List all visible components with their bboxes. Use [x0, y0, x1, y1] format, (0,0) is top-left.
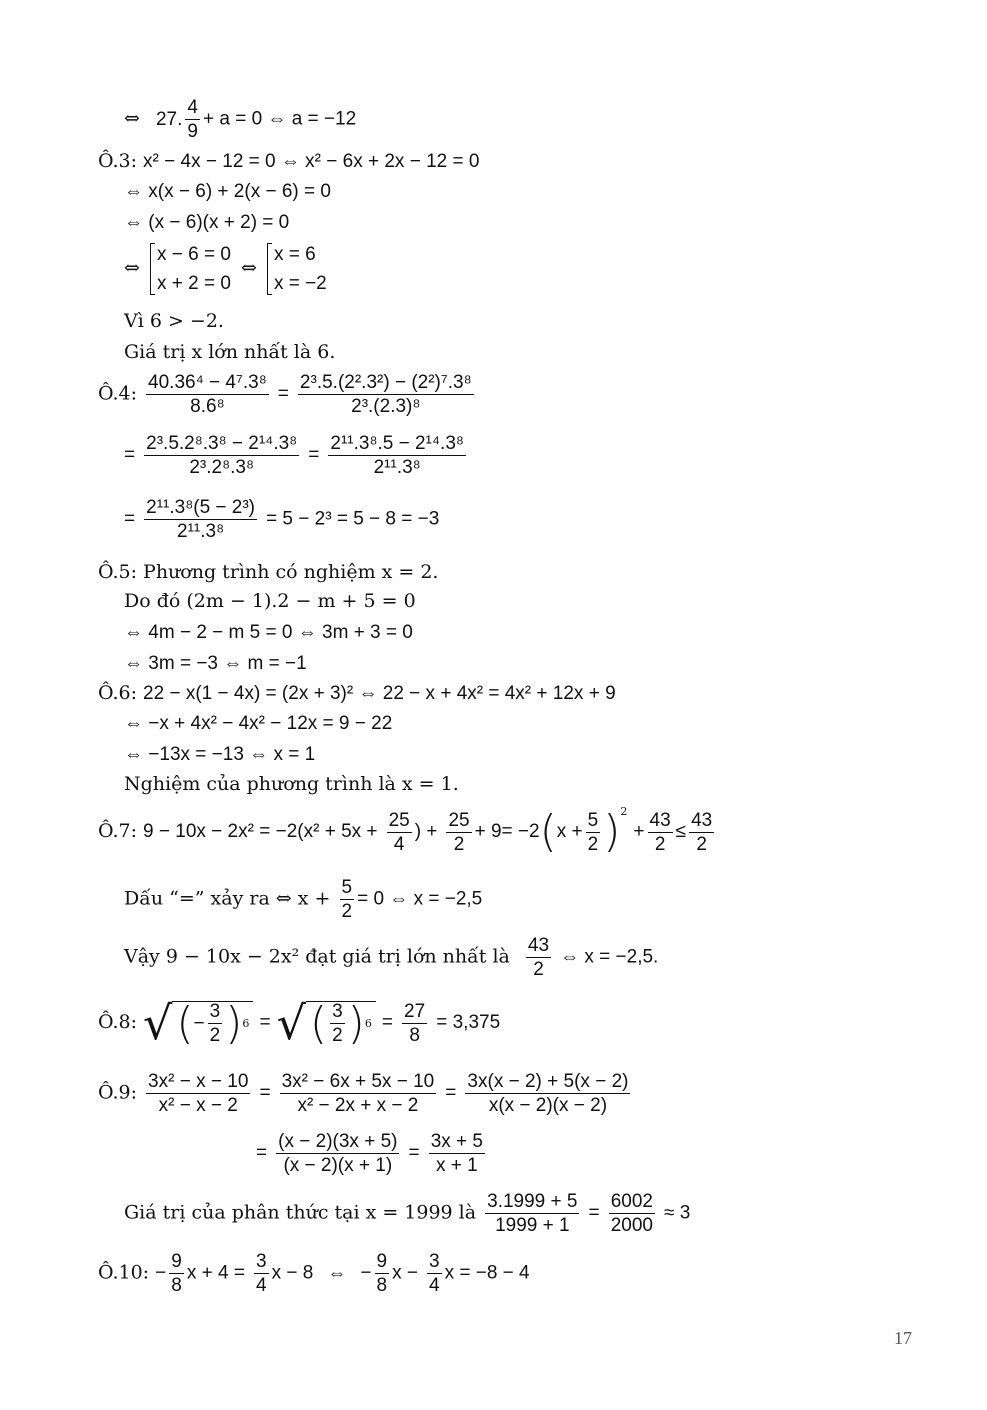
o3-label: Ô.3: [98, 150, 137, 172]
fraction: $\frac{4}{9}$ [187, 97, 198, 142]
system-bracket: x = 6 x = −2 [267, 243, 327, 295]
o6-line4: Nghiệm của phương trình là x = 1. [124, 773, 459, 795]
o3-line2: ⇔ x(x − 6) + 2(x − 6) = 0 [124, 181, 331, 202]
o5-label: Ô.5: [98, 561, 137, 583]
o9-label: Ô.9: [98, 1081, 137, 1104]
o9-line1: Ô.9: $\frac{\text{3x² − x − 10}}{\text{x² − x − 2}}$ = $\frac{\text{3x² − 6x + 5x − 10}}{\text{x² − 2x + x − 2}}$ = $\frac{3x(x - 2) + 5(x - 2)}{x(x - 2)(x - 2)}$ [98, 1071, 629, 1116]
page-number: 17 [894, 1328, 912, 1348]
sqrt: √ ( − $\frac{3}{2}$ ) 6 [143, 1000, 253, 1046]
o5-line2: Do đó (2m − 1).2 − m + 5 = 0 [124, 590, 416, 612]
o9-line2: = $\frac{(x - 2)(3x + 5)}{(x - 2)(x + 1)}$ = $\frac{3x + 5}{x + 1}$ [256, 1131, 483, 1176]
o8-label: Ô.8: [98, 1011, 137, 1033]
o5-line4: ⇔ 3m = −3 ⇔ m = −1 [124, 653, 307, 674]
o4-line1: Ô.4: $\frac{\text{40.36⁴ − 4⁷.3⁸}}{\text{8.6⁸}}$ = $\frac{\text{2³.5.(2².3²) − (2²)⁷.3⁸}}{\text{2³.(2.3)⁸}}$ [98, 372, 472, 417]
o4-label: Ô.4: [98, 382, 137, 405]
o7-line3: Vậy 9 − 10x − 2x² đạt giá trị lớn nhất là $\frac{43}{2}$ ⇔ x = −2,5. [124, 935, 659, 980]
o6-line2: ⇔ −x + 4x² − 4x² − 12x = 9 − 22 [124, 713, 393, 734]
o9-line3: Giá trị của phân thức tại x = 1999 là $\frac{3.1999 + 5}{1999 + 1}$ = $\frac{6002}{2000}$ ≈ 3 [124, 1191, 691, 1236]
o4-line3: = $\frac{\text{2¹¹.3⁸(5 − 2³)}}{\text{2¹¹.3⁸}}$ = 5 − 2³ = 5 − 8 = −3 [124, 497, 440, 542]
o7-line1: Ô.7: 9 − 10x − 2x² = −2(x² + 5x + $\frac{25}{4}$ ) + $\frac{25}{2}$ + 9= −2(x + $\frac{5}{2}$ )$^2$ + $\frac{43}{2}$ ≤ $\frac{43}{2}$ [98, 805, 713, 857]
sqrt: √ ( 3 2 ) 6 [277, 1000, 376, 1046]
o6-line1: Ô.6: 22 − x(1 − 4x) = (2x + 3)² ⇔ 22 − x + 4x² = 4x² + 12x + 9 [98, 682, 616, 704]
o5-line3: ⇔ 4m − 2 − m 5 = 0 ⇔ 3m + 3 = 0 [124, 622, 413, 643]
o3-line1: Ô.3: x² − 4x − 12 = 0 ⇔ x² − 6x + 2x − 12 = 0 [98, 150, 480, 172]
o3-system: ⇔ x − 6 = 0 x + 2 = 0 ⇔ x = 6 x = −2 [124, 244, 327, 294]
iff-symbol: ⇔ [124, 107, 140, 130]
o3-line3: ⇔ (x − 6)(x + 2) = 0 [124, 212, 290, 233]
o10-line: Ô.10: − $\frac{9}{8}$ x + 4 = $\frac{3}{4}$ x − 8 ⇔ − $\frac{9}{8}$ x − $\frac{3}{4}$ x = −8 − 4 [98, 1251, 530, 1296]
o6-line3: ⇔ −13x = −13 ⇔ x = 1 [124, 744, 316, 765]
system-bracket: x − 6 = 0 x + 2 = 0 [150, 243, 231, 295]
o5-line1: Ô.5: Phương trình có nghiệm x = 2. [98, 561, 439, 583]
o7-label: Ô.7: [98, 820, 137, 842]
o6-label: Ô.6: [98, 682, 137, 704]
o8-line: Ô.8: √ ( − $\frac{3}{2}$ ) 6 = √ ( 3 2 ) 6 = $\frac{27}{8}$ = 3,375 [98, 996, 501, 1050]
line-a-solution: ⇔ 27. $\frac{4}{9}$ + a = 0 ⇔ a = −12 [124, 97, 357, 142]
o4-line2: = $\frac{\text{2³.5.2⁸.3⁸ − 2¹⁴.3⁸}}{\text{2³.2⁸.3⁸}}$ = $\frac{\text{2¹¹.3⁸.5 − 2¹⁴.3⁸}}{\text{2¹¹.3⁸}}$ [124, 433, 464, 478]
o3-line6: Giá trị x lớn nhất là 6. [124, 341, 336, 363]
o3-line5: Vì 6 > −2. [124, 310, 224, 332]
o10-label: Ô.10: [98, 1261, 150, 1284]
o7-line2: Dấu “=” xảy ra ⇔ x + $\frac{5}{2}$ = 0 ⇔ x = −2,5 [124, 877, 483, 922]
